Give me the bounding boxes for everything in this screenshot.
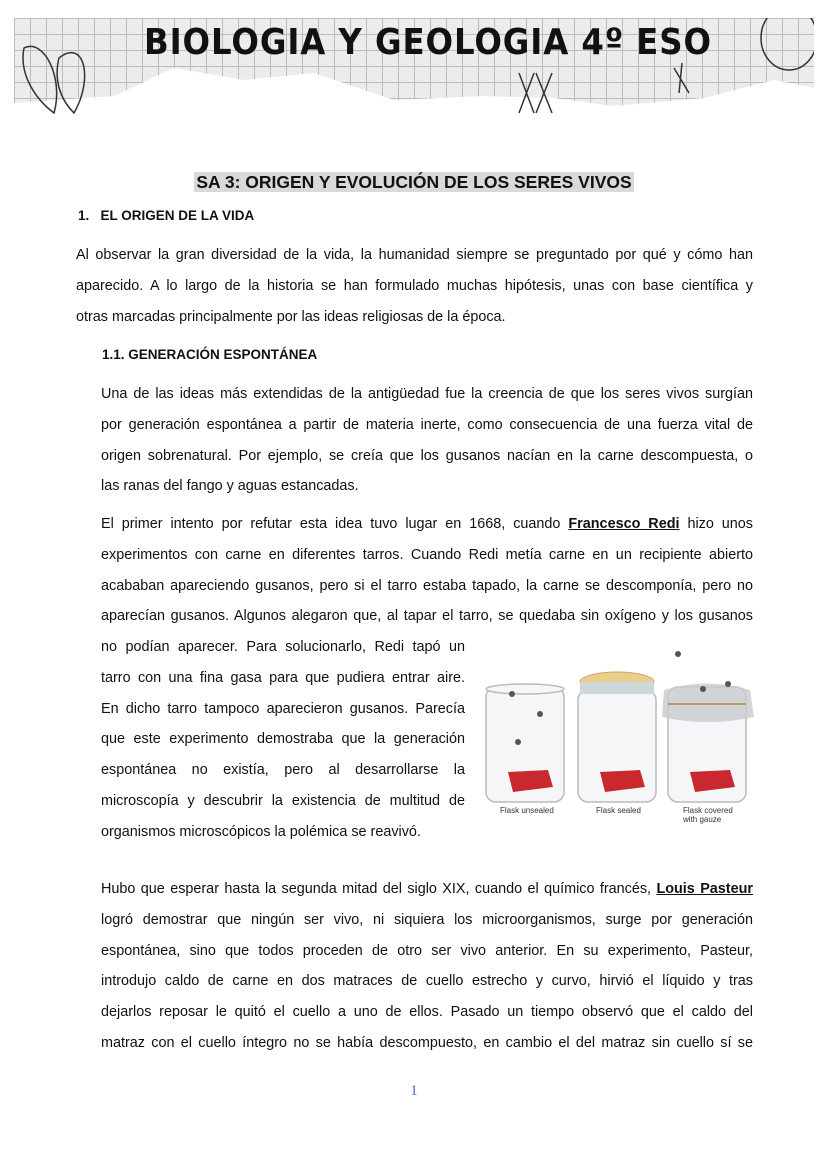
paragraph-wrap: [101, 632, 465, 848]
text-line: por generación espontánea a partir de materia inerte, como consecuencia de una fuerza vital de: [101, 416, 753, 433]
text-segment: hizo unos: [679, 516, 753, 532]
text-line: dejarlos reposar le quitó el cuello a uno de ellos. Pasado un tiempo observó que el caldo del: [101, 1004, 753, 1021]
text-segment: Hubo que esperar hasta la segunda mitad del siglo XIX, cuando el químico francés,: [101, 881, 657, 897]
text-line: las ranas del fango y aguas estancadas.: [101, 478, 359, 495]
text-line: logró demostrar que ningún ser vivo, ni siquiera los microorganismos, surge por generación: [101, 911, 753, 928]
text-line: [101, 509, 753, 540]
redi-experiment-figure: [478, 642, 768, 832]
figure-caption: Flask sealed: [596, 806, 641, 815]
text-line: aparecían gusanos. Algunos alegaron que, al tapar el tarro, se quedaba sin oxígeno y los gusanos: [101, 608, 753, 625]
text-line: Una de las ideas más extendidas de la antigüedad fue la creencia de que los seres vivos surgían: [101, 386, 753, 402]
text-line: espontánea no existía, pero al desarrollarse la: [101, 762, 465, 779]
text-line: origen sobrenatural. Por ejemplo, se creía que los gusanos nacían en la carne descompuesta, o: [101, 447, 753, 464]
scientist-name: Louis Pasteur: [656, 881, 753, 897]
text-line: otras marcadas principalmente por las ideas religiosas de la época.: [76, 308, 506, 325]
document-title-text: SA 3: ORIGEN Y EVOLUCIÓN DE LOS SERES VIVOS: [196, 172, 632, 192]
figure-caption: Flask covered: [683, 806, 733, 815]
paragraph: [101, 379, 753, 502]
text-line: acababan apareciendo gusanos, pero si el tarro estaba tapado, la carne se descomponía, pero no: [101, 577, 753, 594]
scientist-name: Francesco Redi: [568, 516, 680, 532]
text-line: organismos microscópicos la polémica se reavivó.: [101, 823, 421, 840]
page-number: 1: [410, 1083, 418, 1099]
text-line: [101, 874, 753, 905]
text-line: experimentos con carne en diferentes tarros. Cuando Redi metía carne en un recipiente abierto: [101, 546, 753, 563]
subsection-heading: 1.1. GENERACIÓN ESPONTÁNEA: [102, 347, 318, 362]
text-line: no podían aparecer. Para solucionarlo, Redi tapó un: [101, 639, 465, 655]
text-line: espontánea, sino que todos proceden de otro ser vivo anterior. En su experimento, Pasteur,: [101, 942, 753, 959]
text-line: Al observar la gran diversidad de la vida, la humanidad siempre se preguntado por qué y cómo han: [76, 247, 753, 263]
text-line: que este experimento demostraba que la generación: [101, 731, 465, 748]
banner-title: BIOLOGIA Y GEOLOGIA 4º ESO: [144, 22, 712, 63]
figure-caption: Flask unsealed: [500, 806, 554, 815]
jars-illustration: [478, 642, 768, 812]
paragraph: [76, 240, 753, 332]
text-line: tarro con una fina gasa para que pudiera entrar aire.: [101, 669, 465, 686]
paragraph: [101, 509, 753, 632]
figure-caption: with gauze: [683, 815, 722, 824]
text-segment: El primer intento por refutar esta idea tuvo lugar en 1668, cuando: [101, 516, 569, 532]
text-line: matraz con el cuello íntegro no se había descompuesto, en cambio el del matraz sin cuello sí se: [101, 1034, 753, 1051]
text-line: En dicho tarro tampoco aparecieron gusanos. Parecía: [101, 700, 465, 717]
document-title: [0, 172, 828, 193]
text-line: microscopía y descubrir la existencia de multitud de: [101, 792, 465, 809]
paragraph: [101, 874, 753, 1059]
text-line: aparecido. A lo largo de la historia se han formulado muchas hipótesis, unas con base científica y: [76, 277, 753, 294]
header-banner: [14, 18, 814, 118]
text-line: introdujo caldo de carne en dos matraces de cuello estrecho y curvo, hirvió el líquido y tras: [101, 973, 753, 990]
section-heading: 1. EL ORIGEN DE LA VIDA: [78, 208, 255, 223]
